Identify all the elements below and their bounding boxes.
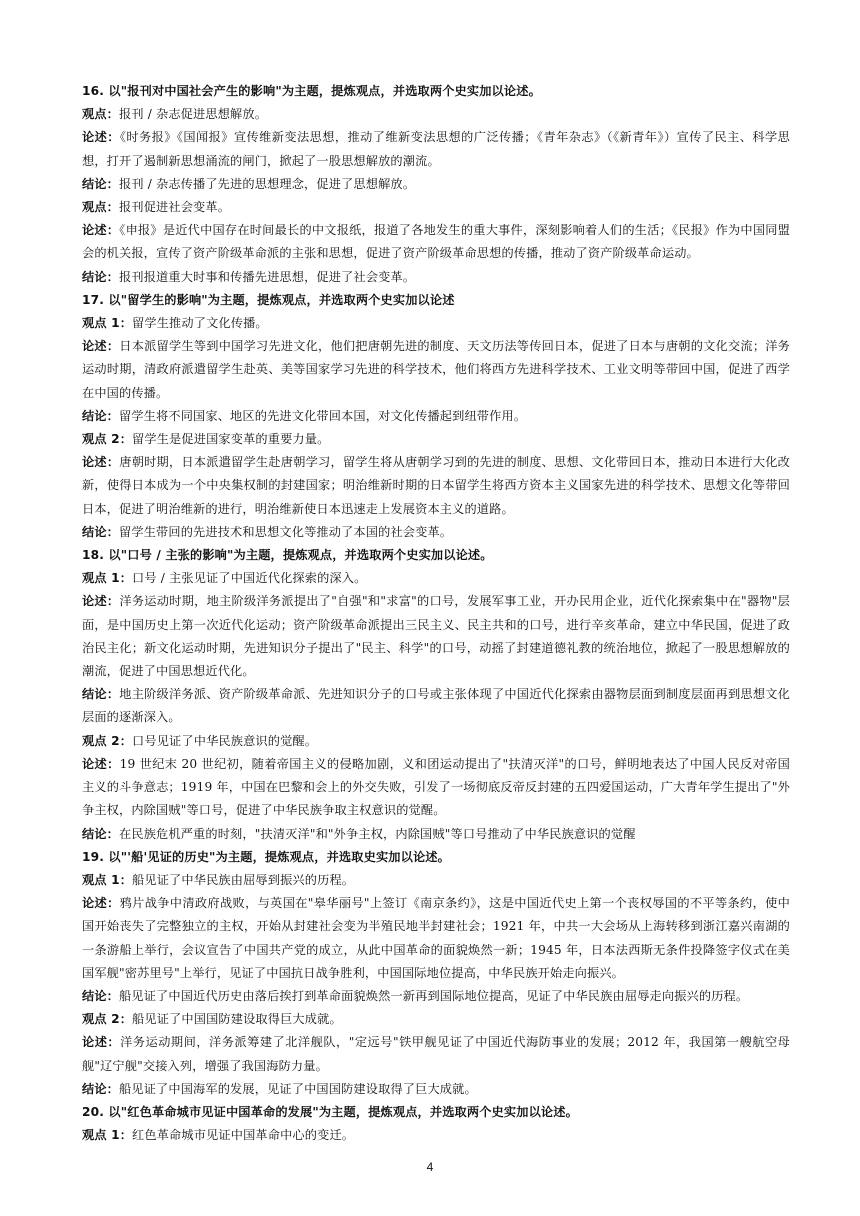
- paragraph-text: 19 世纪末 20 世纪初，随着帝国主义的侵略加剧，义和团运动提出了"扶清灭洋"的口号，鲜明地表达了中国人民反对帝国主义的斗争意志；1919 年，中国在巴黎和会上的外交失败，引发了一场彻底反帝反封建的五四爱国运动，广大青年学生提出了"外争主权，内除国贼"等口号，促进了中华民族争取主权意识的觉醒。: [82, 756, 790, 818]
- paragraph-text: 口号 / 主张见证了中国近代化探索的深入。: [132, 571, 367, 586]
- question-heading: 20. 以"红色革命城市见证中国革命的发展"为主题，提炼观点，并选取两个史实加以论述。: [82, 1104, 578, 1119]
- paragraph-text: 船见证了中国海军的发展，见证了中国国防建设取得了巨大成就。: [119, 1081, 477, 1096]
- paragraph-text: 留学生是促进国家变革的重要力量。: [132, 432, 330, 447]
- question-heading: 19. 以"'船'见证的历史"为主题，提炼观点，并选取史实加以论述。: [82, 849, 450, 864]
- paragraph: [82, 985, 790, 1008]
- paragraph-text: 红色革命城市见证中国革命中心的变迁。: [132, 1128, 355, 1143]
- paragraph: [82, 892, 790, 985]
- paragraph: [82, 1124, 790, 1147]
- document-body: [82, 80, 790, 1147]
- paragraph: [82, 173, 790, 196]
- paragraph: [82, 753, 790, 823]
- paragraph: [82, 683, 790, 729]
- paragraph-label: 论述：: [82, 594, 120, 609]
- paragraph-text: 报刊报道重大时事和传播先进思想，促进了社会变革。: [119, 269, 416, 284]
- paragraph: [82, 219, 790, 265]
- paragraph: [82, 103, 790, 126]
- paragraph-label: 论述：: [82, 896, 120, 911]
- paragraph-text: 《时务报》《国闻报》宣传维新变法思想，推动了维新变法思想的广泛传播；《青年杂志》（《新青年》）宣传了民主、科学思想，打开了遏制新思想涌流的闸门，掀起了一股思想解放的潮流。: [82, 130, 790, 168]
- paragraph-text: 在民族危机严重的时刻，"扶清灭洋"和"外争主权，内除国贼"等口号推动了中华民族意识的觉醒: [119, 826, 636, 841]
- paragraph: [82, 312, 790, 335]
- paragraph-label: 观点 2：: [82, 733, 133, 748]
- paragraph-label: 观点 1：: [82, 316, 133, 331]
- question-heading: 17. 以"留学生的影响"为主题，提炼观点，并选取两个史实加以论述: [82, 292, 455, 307]
- paragraph-text: 报刊 / 杂志传播了先进的思想理念，促进了思想解放。: [119, 176, 416, 191]
- paragraph-label: 论述：: [82, 455, 120, 470]
- paragraph-label: 论述：: [82, 130, 120, 145]
- paragraph: [82, 567, 790, 590]
- question-heading: 16. 以"报刊对中国社会产生的影响"为主题，提炼观点，并选取两个史实加以论述。: [82, 84, 541, 98]
- paragraph: [82, 428, 790, 451]
- paragraph-label: 结论：: [82, 687, 120, 702]
- paragraph-label: 论述：: [82, 1035, 121, 1050]
- paragraph: [82, 196, 790, 219]
- paragraph-text: 口号见证了中华民族意识的觉醒。: [132, 733, 318, 748]
- question-heading: 18. 以"口号 / 主张的影响"为主题，提炼观点，并选取两个史实加以论述。: [82, 548, 493, 563]
- paragraph-label: 论述：: [82, 223, 120, 238]
- paragraph-label: 论述：: [82, 339, 120, 354]
- paragraph-label: 论述：: [82, 756, 120, 771]
- paragraph: [82, 335, 790, 405]
- paragraph-text: 日本派留学生等到中国学习先进文化，他们把唐朝先进的制度、天文历法等传回日本，促进了日本与唐朝的文化交流；洋务运动时期，清政府派遣留学生赴英、美等国家学习先进的科学技术，他们将西方先进科学技术、工业文明等带回中国，促进了西学在中国的传播。: [82, 339, 791, 400]
- paragraph-text: 报刊 / 杂志促进思想解放。: [119, 107, 268, 122]
- paragraph-text: 船见证了中国国防建设取得巨大成就。: [132, 1012, 342, 1027]
- paragraph-text: 《申报》是近代中国存在时间最长的中文报纸，报道了各地发生的重大事件，深刻影响着人们的生活；《民报》作为中国同盟会的机关报，宣传了资产阶级革命派的主张和思想，促进了资产阶级革命思想的传播，推动了资产阶级革命运动。: [82, 223, 790, 261]
- paragraph-label: 结论：: [82, 1081, 120, 1096]
- paragraph-label: 结论：: [82, 408, 120, 423]
- paragraph: [82, 126, 790, 172]
- paragraph: [82, 1031, 790, 1077]
- paragraph-label: 观点 2：: [82, 432, 133, 447]
- paragraph: [82, 590, 790, 683]
- paragraph-label: 观点 2：: [82, 1012, 133, 1027]
- paragraph: [82, 1078, 790, 1101]
- paragraph-text: 留学生带回的先进技术和思想文化等推动了本国的社会变革。: [119, 524, 453, 539]
- paragraph-label: 观点 1：: [82, 1128, 133, 1143]
- paragraph: [82, 266, 790, 289]
- paragraph-label: 结论：: [82, 269, 120, 284]
- paragraph-label: 结论：: [82, 176, 120, 191]
- paragraph-text: 鸦片战争中清政府战败，与英国在"皋华丽号"上签订《南京条约》，这是中国近代史上第一个丧权辱国的不平等条约，使中国开始丧失了完整独立的主权，开始从封建社会变为半殖民地半封建社会；1921 年，中共一大会场从上海转移到浙江嘉兴南湖的一条游船上举行，会议宣告了中国共产党的成立，从此中国革命的面貌焕然一新；1945 年，日本法西斯无条件投降签字仪式在美国军舰"密苏里号"上举行，见证了中国抗日战争胜利，中国国际地位提高，中华民族开始走向振兴。: [82, 896, 790, 980]
- page-number: 4: [426, 1160, 434, 1174]
- paragraph: [82, 1008, 790, 1031]
- paragraph-label: 结论：: [82, 524, 120, 539]
- paragraph: [82, 521, 790, 544]
- paragraph-text: 洋务运动时期，地主阶级洋务派提出了"自强"和"求富"的口号，发展军事工业，开办民用企业，近代化探索集中在"器物"层面，是中国历史上第一次近代化运动；资产阶级革命派提出三民主义、民主共和的口号，进行辛亥革命，建立中华民国，促进了政治民主化；新文化运动时期，先进知识分子提出了"民主、科学"的口号，动摇了封建道德礼教的统治地位，掀起了一股思想解放的潮流，促进了中国思想近代化。: [82, 594, 791, 679]
- paragraph-label: 观点：: [82, 107, 120, 122]
- paragraph-label: 观点 1：: [82, 571, 133, 586]
- paragraph-text: 船见证了中华民族由屈辱到振兴的历程。: [132, 872, 355, 887]
- paragraph-text: 唐朝时期，日本派遣留学生赴唐朝学习，留学生将从唐朝学习到的先进的制度、思想、文化带回日本，推动日本进行大化改新，使得日本成为一个中央集权制的封建国家；明治维新时期的日本留学生将西方资本主义国家先进的科学技术、思想文化等带回日本，促进了明治维新的进行，明治维新使日本迅速走上发展资本主义的道路。: [82, 455, 791, 516]
- paragraph: [82, 730, 790, 753]
- paragraph-label: 观点 1：: [82, 872, 133, 887]
- paragraph: [82, 405, 790, 428]
- paragraph: [82, 451, 790, 521]
- paragraph-label: 观点：: [82, 200, 120, 215]
- paragraph-text: 报刊促进社会变革。: [119, 200, 231, 215]
- paragraph: [82, 823, 790, 846]
- paragraph-text: 船见证了中国近代历史由落后挨打到革命面貌焕然一新再到国际地位提高，见证了中华民族由屈辱走向振兴的历程。: [119, 988, 749, 1003]
- paragraph-text: 地主阶级洋务派、资产阶级革命派、先进知识分子的口号或主张体现了中国近代化探索由器物层面到制度层面再到思想文化层面的逐渐深入。: [82, 687, 791, 725]
- paragraph-text: 洋务运动期间，洋务派筹建了北洋舰队，"定远号"铁甲舰见证了中国近代海防事业的发展；2012 年，我国第一艘航空母舰"辽宁舰"交接入列，增强了我国海防力量。: [82, 1035, 790, 1073]
- paragraph: [82, 869, 790, 892]
- paragraph-text: 留学生推动了文化传播。: [132, 316, 268, 331]
- paragraph-text: 留学生将不同国家、地区的先进文化带回本国，对文化传播起到纽带作用。: [119, 408, 527, 423]
- paragraph-label: 结论：: [82, 826, 120, 841]
- paragraph-label: 结论：: [82, 988, 120, 1003]
